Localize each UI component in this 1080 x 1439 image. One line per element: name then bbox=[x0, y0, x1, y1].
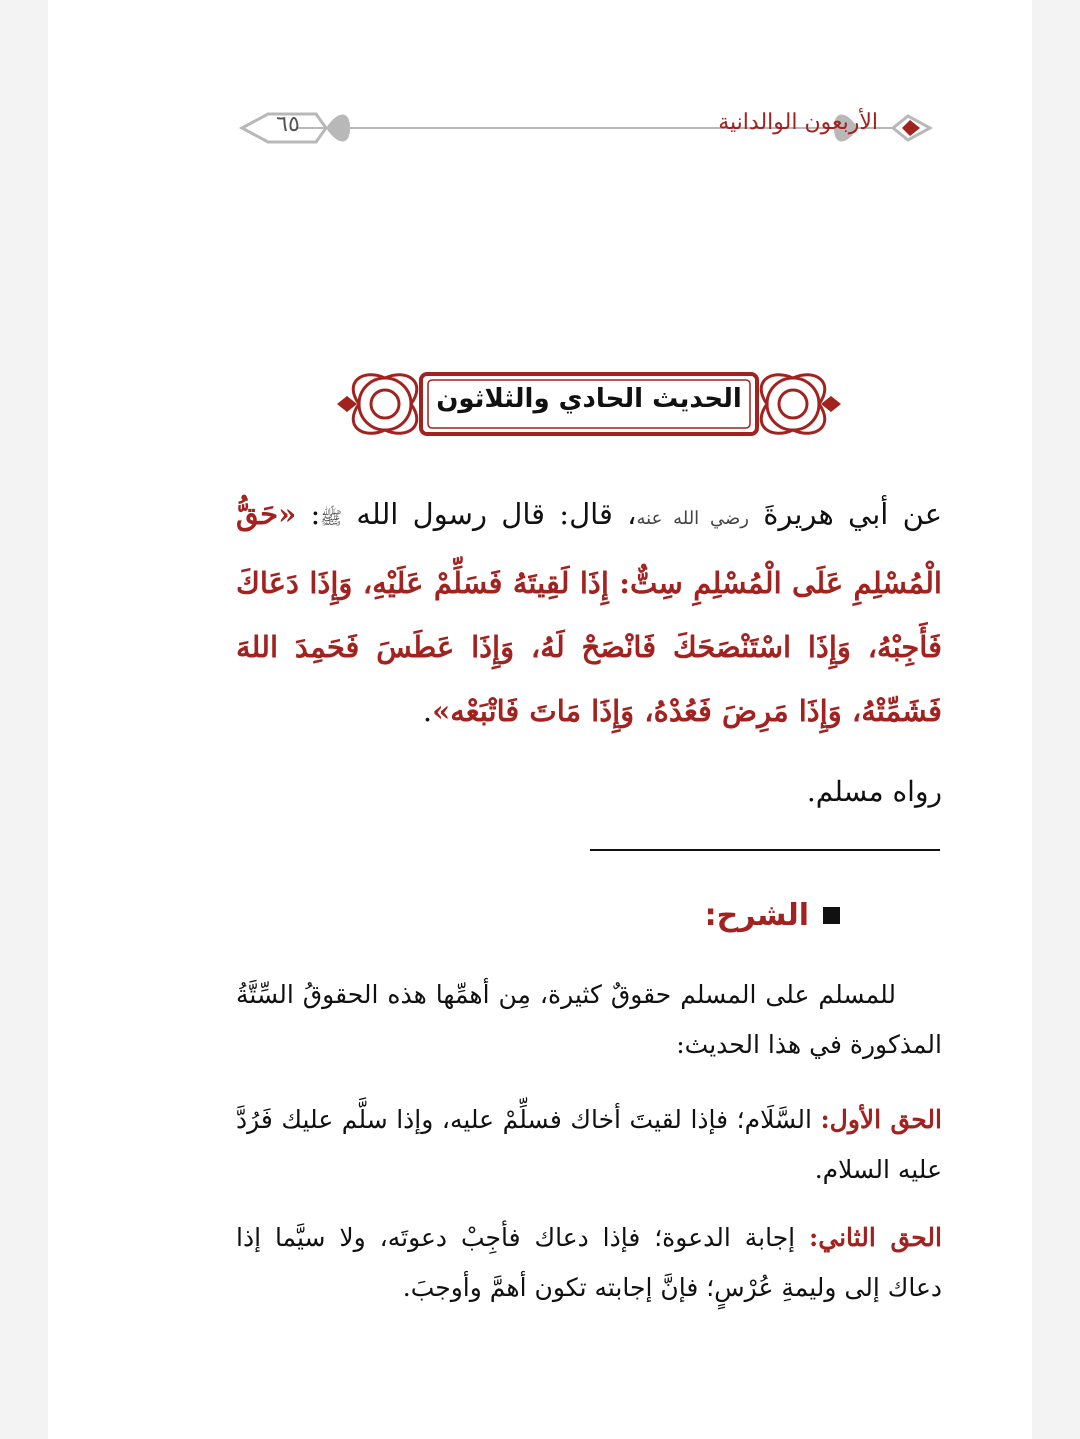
chapter-title: الحديث الحادي والثلاثون bbox=[436, 384, 742, 414]
hadith-end: . bbox=[422, 694, 433, 728]
book-title: الأربعون الوالدانية bbox=[718, 110, 878, 135]
honorific-salla-allah: ﷺ bbox=[320, 508, 343, 529]
page-number: ٦٥ bbox=[276, 112, 300, 137]
square-bullet-icon bbox=[823, 907, 840, 924]
right-one-text: السَّلَام؛ فإذا لقيتَ أخاك فسلِّمْ عليه، وإذا سلَّم عليك فَرُدَّ عليه السلام. bbox=[236, 1105, 942, 1184]
section-heading bbox=[705, 898, 840, 933]
right-two-label: الحق الثاني: bbox=[809, 1223, 942, 1252]
chapter-banner bbox=[333, 362, 845, 446]
divider bbox=[590, 849, 940, 851]
section-heading-label: الشرح: bbox=[704, 898, 809, 933]
hadith-text bbox=[236, 482, 942, 743]
right-two-text: إجابة الدعوة؛ فإذا دعاك فأجِبْ دعوتَه، ولا سيَّما إذا دعاك إلى وليمةِ عُرْسٍ؛ فإنَّ إجابته تكون أهمَّ وأوجبَ. bbox=[236, 1223, 942, 1302]
right-one-label: الحق الأول: bbox=[820, 1105, 942, 1134]
hadith-intro-3: : bbox=[296, 497, 321, 531]
honorific-radiallahu: رضي الله عنه bbox=[636, 508, 749, 529]
running-header bbox=[238, 100, 938, 156]
explanation-intro: للمسلم على المسلم حقوقٌ كثيرة، مِن أهمِّها هذه الحقوقُ السِّتَّةُ المذكورة في هذا الحديث: bbox=[236, 980, 942, 1059]
right-two-paragraph bbox=[236, 1213, 942, 1313]
right-one-paragraph bbox=[236, 1095, 942, 1195]
hadith-quote: «حَقُّ الْمُسْلِمِ عَلَى الْمُسْلِمِ سِتٌّ: إِذَا لَقِيتَهُ فَسَلِّمْ عَلَيْهِ، وَإِذَا دَعَاكَ فَأَجِبْهُ، وَإِذَا اسْتَنْصَحَكَ فَانْصَحْ لَهُ، وَإِذَا عَطَسَ فَحَمِدَ اللهَ فَشَمِّتْهُ، وَإِذَا مَرِضَ فَعُدْهُ، وَإِذَا مَاتَ فَاتْبَعْه» bbox=[236, 497, 942, 728]
hadith-intro-2: ، قال: قال رسول الله bbox=[342, 497, 637, 531]
narration-source: رواه مسلم. bbox=[806, 775, 942, 808]
book-page bbox=[48, 0, 1032, 1439]
hadith-intro: عن أبي هريرةَ bbox=[748, 497, 942, 531]
